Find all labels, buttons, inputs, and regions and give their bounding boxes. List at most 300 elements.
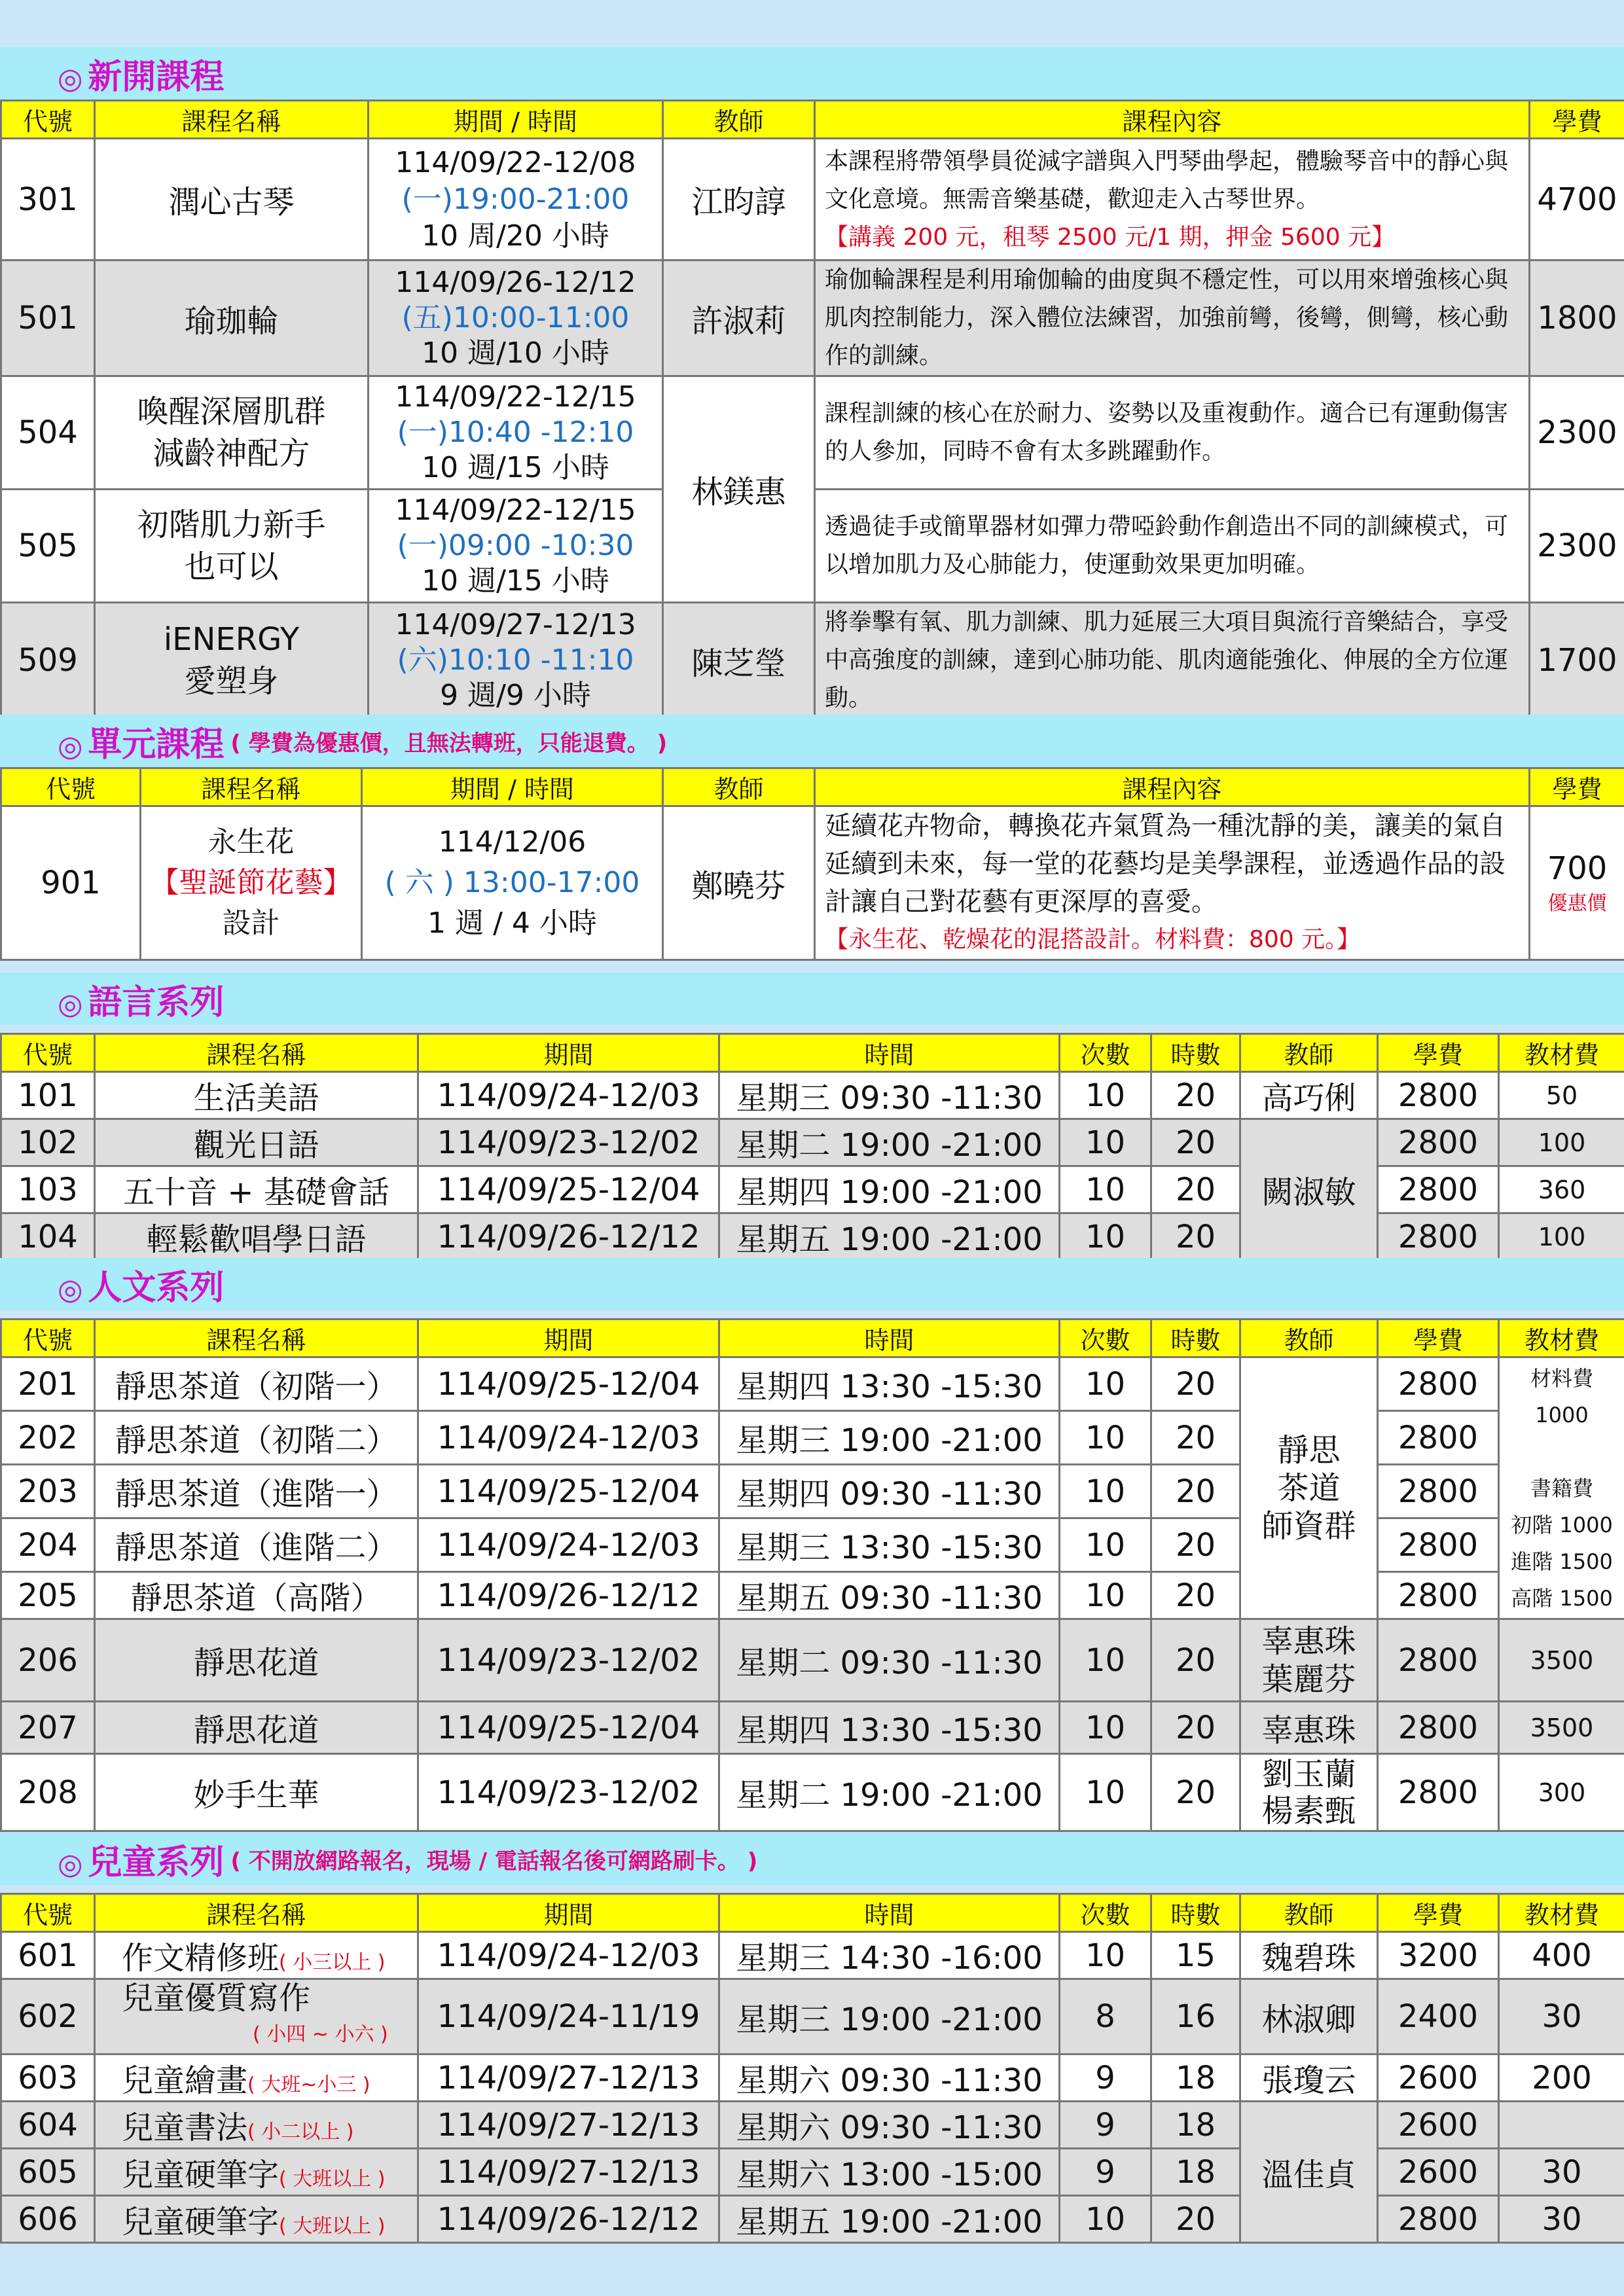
course-name: 觀光日語 bbox=[95, 1119, 418, 1166]
course-name: 靜思茶道（高階） bbox=[95, 1572, 418, 1619]
course-fee: 2800 bbox=[1378, 1166, 1499, 1213]
human-courses-table bbox=[0, 1318, 1624, 1832]
course-fee: 2800 bbox=[1378, 1518, 1499, 1572]
age-note: ( 大班~小三 ) bbox=[247, 2073, 370, 2096]
course-fee: 4700 bbox=[1530, 139, 1624, 260]
course-times: 10 bbox=[1060, 1465, 1151, 1518]
kids-courses-table bbox=[0, 1893, 1624, 2244]
course-mat: 30 bbox=[1499, 2149, 1624, 2196]
course-code: 102 bbox=[1, 1119, 95, 1166]
section-header-lang bbox=[0, 973, 1624, 1025]
col-times: 次數 bbox=[1060, 1319, 1151, 1357]
desc-text: 透過徒手或簡單器材如彈力帶啞鈴動作創造出不同的訓練模式，可以增加肌力及心肺能力，使運動效果更加明確。 bbox=[825, 513, 1509, 578]
course-hours: 20 bbox=[1151, 1357, 1240, 1411]
course-period: 114/09/24-12/03 bbox=[418, 1411, 719, 1465]
course-name bbox=[95, 1979, 418, 2054]
course-mat: 3500 bbox=[1499, 1702, 1624, 1754]
table-row bbox=[1, 139, 1624, 260]
course-times: 10 bbox=[1060, 1932, 1151, 1979]
col-mat: 教材費 bbox=[1499, 1894, 1624, 1932]
course-time: 星期四 19:00 -21:00 bbox=[719, 1166, 1060, 1213]
course-code: 603 bbox=[1, 2054, 95, 2102]
col-code: 代號 bbox=[1, 1034, 95, 1072]
course-period: 114/09/27-12/13 bbox=[418, 2149, 719, 2196]
course-time: 星期二 09:30 -11:30 bbox=[719, 1619, 1060, 1702]
course-hours: 18 bbox=[1151, 2102, 1240, 2149]
course-times: 10 bbox=[1060, 1702, 1151, 1754]
course-fee: 2800 bbox=[1378, 2196, 1499, 2243]
course-desc bbox=[815, 139, 1530, 260]
course-time: (五)10:00-11:00 bbox=[401, 301, 630, 334]
course-time: 星期五 19:00 -21:00 bbox=[719, 1213, 1060, 1261]
course-name-text: 兒童硬筆字 bbox=[122, 2204, 280, 2240]
course-times: 10 bbox=[1060, 1619, 1151, 1702]
col-name: 課程名稱 bbox=[95, 1894, 418, 1932]
course-date: 114/09/27-12/13 bbox=[395, 608, 636, 641]
course-code: 205 bbox=[1, 1572, 95, 1619]
table-row bbox=[1, 2196, 1624, 2243]
course-period: 114/09/26-12/12 bbox=[418, 2196, 719, 2243]
course-times: 10 bbox=[1060, 2196, 1151, 2243]
col-name: 課程名稱 bbox=[95, 101, 369, 139]
course-desc bbox=[815, 260, 1530, 376]
lang-courses-table bbox=[0, 1033, 1624, 1261]
course-fee: 2800 bbox=[1378, 1357, 1499, 1411]
bullet-icon: ◎ bbox=[58, 62, 83, 96]
section-header-kids bbox=[0, 1833, 1624, 1885]
mat-line1: 材料費 bbox=[1530, 1365, 1593, 1391]
course-period: 114/09/23-12/02 bbox=[418, 1754, 719, 1831]
course-teacher: 許淑莉 bbox=[663, 260, 815, 376]
course-teacher bbox=[1240, 1357, 1378, 1619]
course-time: 星期四 13:30 -15:30 bbox=[719, 1357, 1060, 1411]
course-teacher: 林淑卿 bbox=[1240, 1979, 1378, 2054]
table-row bbox=[1, 1465, 1624, 1518]
course-time: ( 六 ) 13:00-17:00 bbox=[384, 866, 640, 899]
course-fee: 2300 bbox=[1530, 376, 1624, 490]
col-time: 時間 bbox=[719, 1894, 1060, 1932]
course-teacher bbox=[1240, 1619, 1378, 1702]
course-times: 9 bbox=[1060, 2054, 1151, 2102]
course-period: 114/09/24-12/03 bbox=[418, 1072, 719, 1119]
col-code: 代號 bbox=[1, 101, 95, 139]
table-row bbox=[1, 1572, 1624, 1619]
course-name: 妙手生華 bbox=[95, 1754, 418, 1831]
course-times: 9 bbox=[1060, 2149, 1151, 2196]
course-name: 瑜珈輪 bbox=[95, 260, 369, 376]
table-row bbox=[1, 1357, 1624, 1411]
course-times: 10 bbox=[1060, 1357, 1151, 1411]
age-note: ( 小四 ~ 小六 ) bbox=[253, 2023, 388, 2046]
course-fee: 2300 bbox=[1530, 490, 1624, 603]
table-header-row bbox=[1, 1034, 1624, 1072]
course-period: 114/09/23-12/02 bbox=[418, 1119, 719, 1166]
col-content: 課程內容 bbox=[815, 101, 1530, 139]
col-teacher: 教師 bbox=[1240, 1034, 1378, 1072]
course-code: 202 bbox=[1, 1411, 95, 1465]
course-name-text: 兒童優質寫作 bbox=[122, 1980, 311, 2017]
desc-note: 【講義 200 元，租琴 2500 元/1 期，押金 5600 元】 bbox=[825, 223, 1396, 251]
course-name: 靜思茶道（進階二） bbox=[95, 1518, 418, 1572]
course-code: 509 bbox=[1, 603, 95, 719]
course-hours: 20 bbox=[1151, 1072, 1240, 1119]
course-fee: 2800 bbox=[1378, 1572, 1499, 1619]
course-mat: 50 bbox=[1499, 1072, 1624, 1119]
course-name bbox=[95, 1932, 418, 1979]
teacher-line2: 楊素甄 bbox=[1261, 1792, 1356, 1829]
col-period: 期間 bbox=[418, 1034, 719, 1072]
course-times: 10 bbox=[1060, 1166, 1151, 1213]
teacher-line2: 葉麗芬 bbox=[1261, 1660, 1356, 1698]
course-time: 星期六 09:30 -11:30 bbox=[719, 2102, 1060, 2149]
course-teacher: 溫佳貞 bbox=[1240, 2102, 1378, 2243]
course-fee: 2600 bbox=[1378, 2149, 1499, 2196]
course-mat: 3500 bbox=[1499, 1619, 1624, 1702]
bullet-icon: ◎ bbox=[58, 729, 83, 763]
course-name bbox=[95, 2054, 418, 2102]
section-title: 語言系列 bbox=[88, 982, 225, 1022]
course-period: 114/09/25-12/04 bbox=[418, 1166, 719, 1213]
course-hours: 20 bbox=[1151, 1754, 1240, 1831]
course-time: 星期六 09:30 -11:30 bbox=[719, 2054, 1060, 2102]
course-hours: 20 bbox=[1151, 1119, 1240, 1166]
course-schedule bbox=[369, 260, 663, 376]
course-name-text: 兒童書法 bbox=[122, 2109, 248, 2146]
bullet-icon: ◎ bbox=[58, 1272, 83, 1306]
col-teacher: 教師 bbox=[663, 768, 815, 806]
course-name-line3: 設計 bbox=[222, 906, 280, 940]
course-name: 靜思花道 bbox=[95, 1702, 418, 1754]
section-note: ( 學費為優惠價，且無法轉班，只能退費。 ) bbox=[230, 730, 668, 757]
course-name: 靜思茶道（初階二） bbox=[95, 1411, 418, 1465]
course-hours: 18 bbox=[1151, 2054, 1240, 2102]
course-period: 114/09/25-12/04 bbox=[418, 1357, 719, 1411]
course-name: 潤心古琴 bbox=[95, 139, 369, 260]
table-header-row bbox=[1, 1319, 1624, 1357]
course-mat: 400 bbox=[1499, 1932, 1624, 1979]
course-weeks: 10 週/10 小時 bbox=[422, 336, 609, 370]
col-name: 課程名稱 bbox=[95, 1034, 418, 1072]
course-mat: 100 bbox=[1499, 1213, 1624, 1261]
course-mat bbox=[1499, 1357, 1624, 1619]
section-header-human bbox=[0, 1258, 1624, 1310]
col-period: 期間 / 時間 bbox=[362, 768, 663, 806]
course-name-line1: 初階肌力新手 bbox=[137, 507, 326, 543]
course-weeks: 10 周/20 小時 bbox=[422, 219, 609, 253]
course-fee: 1800 bbox=[1530, 260, 1624, 376]
course-times: 8 bbox=[1060, 1979, 1151, 2054]
course-period: 114/09/25-12/04 bbox=[418, 1702, 719, 1754]
mat-line6: 高階 1500 bbox=[1511, 1585, 1613, 1611]
table-header-row bbox=[1, 1894, 1624, 1932]
table-row bbox=[1, 1932, 1624, 1979]
course-code: 602 bbox=[1, 1979, 95, 2054]
col-fee: 學費 bbox=[1530, 101, 1624, 139]
course-name: 靜思花道 bbox=[95, 1619, 418, 1702]
course-name-line2: 【聖誕節花藝】 bbox=[150, 866, 352, 899]
course-name-line2: 減齡神配方 bbox=[153, 435, 310, 472]
section-title: 單元課程 bbox=[88, 725, 225, 764]
table-row bbox=[1, 1072, 1624, 1119]
table-row bbox=[1, 1166, 1624, 1213]
course-fee bbox=[1530, 806, 1624, 960]
table-row bbox=[1, 2102, 1624, 2149]
bullet-icon: ◎ bbox=[58, 1847, 83, 1881]
col-period: 期間 bbox=[418, 1319, 719, 1357]
course-name: 五十音 + 基礎會話 bbox=[95, 1166, 418, 1213]
course-code: 101 bbox=[1, 1072, 95, 1119]
course-hours: 20 bbox=[1151, 1166, 1240, 1213]
course-time: (一)09:00 -10:30 bbox=[397, 529, 634, 562]
course-name: 輕鬆歡唱學日語 bbox=[95, 1213, 418, 1261]
table-row bbox=[1, 376, 1624, 490]
table-row bbox=[1, 2149, 1624, 2196]
course-time: (一)10:40 -12:10 bbox=[397, 416, 634, 449]
table-row bbox=[1, 260, 1624, 376]
course-name: 靜思茶道（進階一） bbox=[95, 1465, 418, 1518]
course-times: 10 bbox=[1060, 1754, 1151, 1831]
course-name-text: 兒童硬筆字 bbox=[122, 2157, 280, 2193]
course-code: 301 bbox=[1, 139, 95, 260]
course-name-line2: 愛塑身 bbox=[184, 663, 279, 700]
course-code: 206 bbox=[1, 1619, 95, 1702]
course-mat: 200 bbox=[1499, 2054, 1624, 2102]
fee-note: 優惠價 bbox=[1547, 892, 1607, 915]
course-name bbox=[95, 2102, 418, 2149]
course-time: 星期三 09:30 -11:30 bbox=[719, 1072, 1060, 1119]
course-code: 204 bbox=[1, 1518, 95, 1572]
course-name bbox=[141, 806, 362, 960]
table-row bbox=[1, 1411, 1624, 1465]
table-row bbox=[1, 806, 1624, 960]
course-hours: 16 bbox=[1151, 1979, 1240, 2054]
course-name-line2: 也可以 bbox=[184, 548, 279, 585]
course-code: 606 bbox=[1, 2196, 95, 2243]
course-weeks: 10 週/15 小時 bbox=[422, 564, 609, 598]
teacher-line1: 辜惠珠 bbox=[1261, 1623, 1356, 1660]
table-header-row bbox=[1, 101, 1624, 139]
course-name-line1: 永生花 bbox=[208, 825, 295, 859]
course-fee: 2800 bbox=[1378, 1465, 1499, 1518]
table-row bbox=[1, 1119, 1624, 1166]
course-mat: 30 bbox=[1499, 1979, 1624, 2054]
course-name-line1: 喚醒深層肌群 bbox=[137, 393, 326, 430]
course-hours: 18 bbox=[1151, 2149, 1240, 2196]
course-weeks: 10 週/15 小時 bbox=[422, 451, 609, 484]
course-hours: 20 bbox=[1151, 1619, 1240, 1702]
col-mat: 教材費 bbox=[1499, 1034, 1624, 1072]
course-period: 114/09/24-11/19 bbox=[418, 1979, 719, 2054]
teacher-line1: 靜思 bbox=[1277, 1431, 1341, 1469]
course-schedule bbox=[369, 603, 663, 719]
course-name-text: 兒童繪畫 bbox=[122, 2062, 248, 2099]
course-name bbox=[95, 2149, 418, 2196]
course-times: 10 bbox=[1060, 1072, 1151, 1119]
table-row bbox=[1, 603, 1624, 719]
course-mat: 360 bbox=[1499, 1166, 1624, 1213]
course-fee: 2800 bbox=[1378, 1072, 1499, 1119]
course-time: 星期三 19:00 -21:00 bbox=[719, 1979, 1060, 2054]
col-fee: 學費 bbox=[1530, 768, 1624, 806]
course-name: 生活美語 bbox=[95, 1072, 418, 1119]
course-fee: 2400 bbox=[1378, 1979, 1499, 2054]
course-hours: 20 bbox=[1151, 1213, 1240, 1261]
course-date: 114/09/26-12/12 bbox=[395, 266, 636, 299]
course-code: 201 bbox=[1, 1357, 95, 1411]
course-date: 114/09/22-12/15 bbox=[395, 380, 636, 414]
course-time: 星期三 19:00 -21:00 bbox=[719, 1411, 1060, 1465]
course-code: 103 bbox=[1, 1166, 95, 1213]
col-content: 課程內容 bbox=[815, 768, 1530, 806]
table-row bbox=[1, 2054, 1624, 2102]
course-period: 114/09/27-12/13 bbox=[418, 2054, 719, 2102]
course-schedule bbox=[362, 806, 663, 960]
course-time: 星期三 14:30 -16:00 bbox=[719, 1932, 1060, 1979]
course-teacher: 高巧俐 bbox=[1240, 1072, 1378, 1119]
course-code: 208 bbox=[1, 1754, 95, 1831]
table-row bbox=[1, 1619, 1624, 1702]
course-time: 星期五 19:00 -21:00 bbox=[719, 2196, 1060, 2243]
course-period: 114/09/23-12/02 bbox=[418, 1619, 719, 1702]
course-date: 114/09/22-12/08 bbox=[395, 145, 636, 179]
age-note: ( 小三以上 ) bbox=[279, 1951, 386, 1974]
age-note: ( 小二以上 ) bbox=[247, 2121, 354, 2144]
course-time: (六)10:10 -11:10 bbox=[397, 643, 634, 677]
course-fee: 2800 bbox=[1378, 1411, 1499, 1465]
course-weeks: 9 週/9 小時 bbox=[440, 679, 591, 712]
course-mat: 100 bbox=[1499, 1119, 1624, 1166]
col-period: 期間 bbox=[418, 1894, 719, 1932]
course-name bbox=[95, 2196, 418, 2243]
course-teacher: 林鎂惠 bbox=[663, 376, 815, 603]
course-hours: 20 bbox=[1151, 2196, 1240, 2243]
course-period: 114/09/24-12/03 bbox=[418, 1518, 719, 1572]
col-fee: 學費 bbox=[1378, 1034, 1499, 1072]
course-desc bbox=[815, 603, 1530, 719]
course-teacher: 闕淑敏 bbox=[1240, 1119, 1378, 1261]
course-weeks: 1 週 / 4 小時 bbox=[427, 906, 597, 940]
course-name bbox=[95, 376, 369, 490]
course-code: 604 bbox=[1, 2102, 95, 2149]
new-courses-table bbox=[0, 99, 1624, 719]
course-period: 114/09/27-12/13 bbox=[418, 2102, 719, 2149]
course-times: 10 bbox=[1060, 1119, 1151, 1166]
desc-text: 將拳擊有氧、肌力訓練、肌力延展三大項目與流行音樂結合，享受中高強度的訓練，達到心肺功能、肌肉適能強化、伸展的全方位運動。 bbox=[825, 609, 1509, 711]
age-note: ( 大班以上 ) bbox=[279, 2168, 386, 2191]
course-teacher: 江昀諄 bbox=[663, 139, 815, 260]
course-fee: 1700 bbox=[1530, 603, 1624, 719]
course-code: 605 bbox=[1, 2149, 95, 2196]
table-row bbox=[1, 1213, 1624, 1261]
teacher-line2: 茶道 bbox=[1277, 1469, 1341, 1507]
desc-note: 【永生花、乾燥花的混搭設計。材料費：800 元。】 bbox=[825, 926, 1361, 953]
course-fee: 3200 bbox=[1378, 1932, 1499, 1979]
mat-line3: 書籍費 bbox=[1530, 1475, 1593, 1501]
col-times: 次數 bbox=[1060, 1034, 1151, 1072]
course-desc bbox=[815, 376, 1530, 490]
col-name: 課程名稱 bbox=[141, 768, 362, 806]
course-time: 星期三 13:30 -15:30 bbox=[719, 1518, 1060, 1572]
course-code: 104 bbox=[1, 1213, 95, 1261]
teacher-line1: 劉玉蘭 bbox=[1261, 1755, 1356, 1793]
course-time: (一)19:00-21:00 bbox=[401, 182, 630, 216]
course-hours: 20 bbox=[1151, 1518, 1240, 1572]
course-name bbox=[95, 490, 369, 603]
course-schedule bbox=[369, 490, 663, 603]
course-name-line1: iENERGY bbox=[163, 621, 300, 658]
course-code: 901 bbox=[1, 806, 141, 960]
section-header-unit bbox=[0, 715, 1624, 767]
teacher-line3: 師資群 bbox=[1261, 1507, 1356, 1545]
col-period: 期間 / 時間 bbox=[369, 101, 663, 139]
course-time: 星期二 19:00 -21:00 bbox=[719, 1754, 1060, 1831]
course-hours: 15 bbox=[1151, 1932, 1240, 1979]
course-fee: 2600 bbox=[1378, 2054, 1499, 2102]
course-time: 星期六 13:00 -15:00 bbox=[719, 2149, 1060, 2196]
section-title: 人文系列 bbox=[88, 1268, 225, 1308]
section-header-new bbox=[0, 47, 1624, 99]
course-mat bbox=[1499, 2102, 1624, 2149]
course-fee: 2800 bbox=[1378, 1619, 1499, 1702]
course-code: 203 bbox=[1, 1465, 95, 1518]
col-teacher: 教師 bbox=[663, 101, 815, 139]
course-name bbox=[95, 603, 369, 719]
table-row bbox=[1, 1702, 1624, 1754]
col-code: 代號 bbox=[1, 1894, 95, 1932]
bullet-icon: ◎ bbox=[58, 987, 83, 1021]
course-fee: 2800 bbox=[1378, 1754, 1499, 1831]
course-teacher: 張瓊云 bbox=[1240, 2054, 1378, 2102]
course-hours: 20 bbox=[1151, 1465, 1240, 1518]
col-code: 代號 bbox=[1, 768, 141, 806]
course-hours: 20 bbox=[1151, 1702, 1240, 1754]
age-note: ( 大班以上 ) bbox=[279, 2215, 386, 2238]
course-times: 10 bbox=[1060, 1411, 1151, 1465]
course-hours: 20 bbox=[1151, 1572, 1240, 1619]
col-fee: 學費 bbox=[1378, 1319, 1499, 1357]
fee-value: 700 bbox=[1547, 850, 1608, 887]
course-teacher: 陳芝瑩 bbox=[663, 603, 815, 719]
course-times: 10 bbox=[1060, 1213, 1151, 1261]
col-fee: 學費 bbox=[1378, 1894, 1499, 1932]
course-fee: 2600 bbox=[1378, 2102, 1499, 2149]
table-row bbox=[1, 1518, 1624, 1572]
col-hours: 時數 bbox=[1151, 1034, 1240, 1072]
course-code: 504 bbox=[1, 376, 95, 490]
section-title: 兒童系列 bbox=[88, 1842, 225, 1882]
course-schedule bbox=[369, 376, 663, 490]
course-hours: 20 bbox=[1151, 1411, 1240, 1465]
course-times: 9 bbox=[1060, 2102, 1151, 2149]
course-mat: 300 bbox=[1499, 1754, 1624, 1831]
course-teacher: 魏碧珠 bbox=[1240, 1932, 1378, 1979]
desc-text: 瑜伽輪課程是利用瑜伽輪的曲度與不穩定性，可以用來增強核心與肌肉控制能力，深入體位法練習，加強前彎，後彎，側彎，核心動作的訓練。 bbox=[825, 266, 1509, 369]
course-time: 星期四 13:30 -15:30 bbox=[719, 1702, 1060, 1754]
course-times: 10 bbox=[1060, 1518, 1151, 1572]
course-times: 10 bbox=[1060, 1572, 1151, 1619]
course-teacher bbox=[1240, 1754, 1378, 1831]
course-code: 505 bbox=[1, 490, 95, 603]
course-name-text: 作文精修班 bbox=[122, 1940, 280, 1977]
col-time: 時間 bbox=[719, 1319, 1060, 1357]
course-desc bbox=[815, 490, 1530, 603]
desc-text: 課程訓練的核心在於耐力、姿勢以及重複動作。適合已有運動傷害的人參加，同時不會有太多跳躍動作。 bbox=[825, 400, 1509, 465]
mat-line5: 進階 1500 bbox=[1511, 1549, 1613, 1574]
col-time: 時間 bbox=[719, 1034, 1060, 1072]
table-row bbox=[1, 1754, 1624, 1831]
mat-line2: 1000 bbox=[1535, 1402, 1589, 1427]
unit-course-table bbox=[0, 767, 1624, 961]
